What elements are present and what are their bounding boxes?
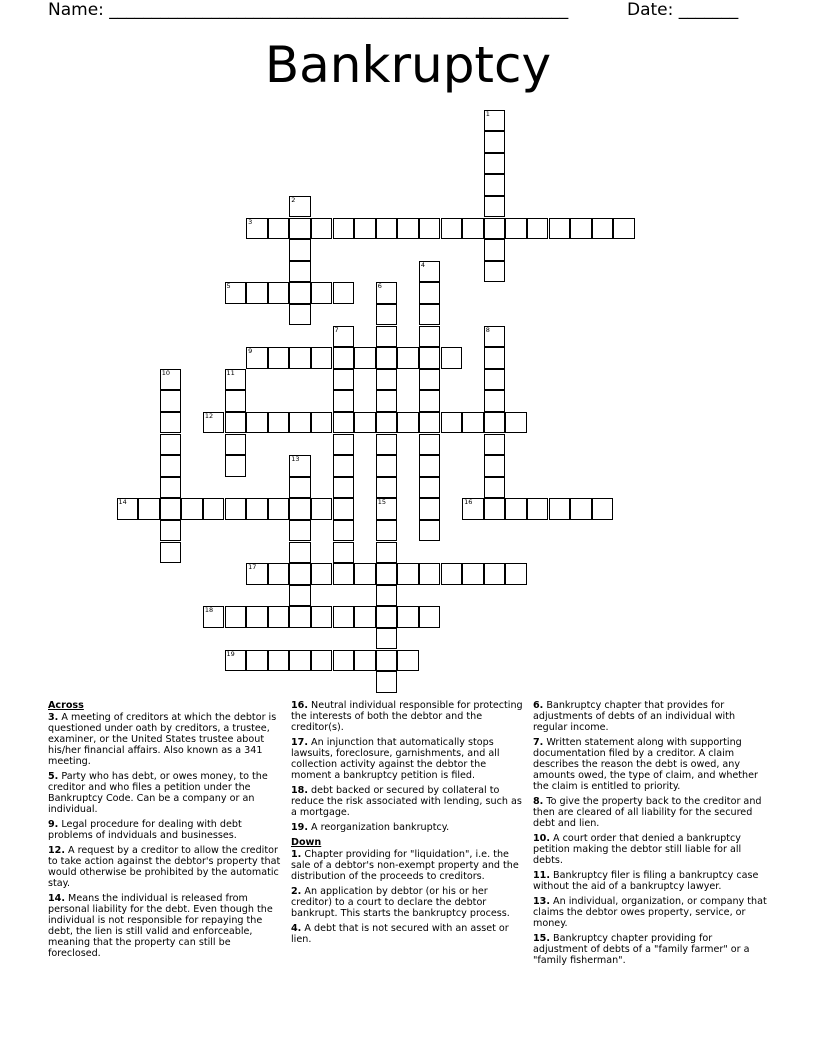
grid-cell[interactable] bbox=[311, 606, 333, 628]
clue-text: A court order that denied a bankruptcy petition making the debtor still liable for all debts. bbox=[533, 833, 742, 866]
grid-cell[interactable] bbox=[289, 520, 311, 542]
grid-cell[interactable] bbox=[160, 390, 182, 412]
grid-cell[interactable] bbox=[484, 563, 506, 585]
grid-cell[interactable] bbox=[376, 606, 398, 628]
grid-cell[interactable] bbox=[289, 477, 311, 499]
grid-cell[interactable] bbox=[462, 218, 484, 240]
clue-text: Means the individual is released from personal liability for the debt. Even though the individual is not responsible for repaying the debt, the lien is still valid and enforceable, meaning that the property can still be foreclosed. bbox=[48, 893, 273, 959]
clue-number-label: 7. bbox=[533, 737, 544, 748]
clue-number: 1 bbox=[485, 109, 490, 118]
grid-cell[interactable] bbox=[203, 606, 225, 628]
clue-number: 17 bbox=[248, 563, 257, 572]
grid-cell[interactable] bbox=[484, 218, 506, 240]
grid-cell[interactable] bbox=[484, 477, 506, 499]
grid-cell[interactable] bbox=[289, 563, 311, 585]
grid-cell[interactable] bbox=[376, 477, 398, 499]
grid-cell[interactable] bbox=[268, 606, 290, 628]
grid-cell[interactable] bbox=[225, 390, 247, 412]
across-clue-list-continued bbox=[291, 700, 525, 833]
grid-cell[interactable] bbox=[289, 606, 311, 628]
grid-cell[interactable] bbox=[289, 347, 311, 369]
grid-cell[interactable] bbox=[289, 412, 311, 434]
grid-cell[interactable] bbox=[289, 585, 311, 607]
grid-cell[interactable] bbox=[419, 347, 441, 369]
grid-cell[interactable] bbox=[376, 434, 398, 456]
grid-cell[interactable] bbox=[505, 218, 527, 240]
clue-number: 18 bbox=[204, 606, 214, 615]
clues-column-1 bbox=[48, 700, 282, 963]
grid-cell[interactable] bbox=[246, 650, 268, 672]
clue-text: debt backed or secured by collateral to reduce the risk associated with lending, such as a mortgage. bbox=[291, 785, 522, 818]
clue-number-label: 11. bbox=[533, 870, 550, 881]
grid-cell[interactable] bbox=[333, 412, 355, 434]
grid-cell[interactable] bbox=[268, 563, 290, 585]
grid-cell[interactable] bbox=[419, 477, 441, 499]
clue-item bbox=[48, 819, 282, 841]
grid-cell[interactable] bbox=[397, 218, 419, 240]
across-heading: Across bbox=[48, 700, 84, 711]
grid-cell[interactable] bbox=[246, 563, 268, 585]
clue-number: 2 bbox=[291, 195, 296, 204]
grid-cell[interactable] bbox=[376, 369, 398, 391]
clue-number: 15 bbox=[377, 498, 386, 507]
grid-cell[interactable] bbox=[333, 498, 355, 520]
clues-column-2 bbox=[291, 700, 525, 949]
grid-cell[interactable] bbox=[333, 542, 355, 564]
clue-number-label: 15. bbox=[533, 933, 550, 944]
clue-text: A reorganization bankruptcy. bbox=[308, 822, 450, 833]
clue-text: A meeting of creditors at which the debtor is questioned under oath by creditors, a trustee, examiner, or the United States trustee about his/her financial affairs. Also known as a 341 meeting. bbox=[48, 712, 277, 767]
clue-item bbox=[291, 849, 525, 882]
grid-cell[interactable] bbox=[333, 390, 355, 412]
grid-cell[interactable] bbox=[311, 218, 333, 240]
grid-cell[interactable] bbox=[419, 369, 441, 391]
grid-cell[interactable] bbox=[419, 563, 441, 585]
grid-cell[interactable] bbox=[289, 498, 311, 520]
grid-cell[interactable] bbox=[268, 282, 290, 304]
clue-number: 14 bbox=[118, 498, 127, 507]
grid-cell[interactable] bbox=[376, 347, 398, 369]
clue-number: 12 bbox=[204, 411, 214, 420]
grid-cell[interactable] bbox=[203, 412, 225, 434]
grid-cell[interactable] bbox=[333, 650, 355, 672]
grid-cell[interactable] bbox=[570, 218, 592, 240]
grid-cell[interactable] bbox=[441, 347, 463, 369]
grid-cell[interactable] bbox=[289, 196, 311, 218]
name-field-label: Name: ______________________________________________________ bbox=[48, 0, 569, 20]
clue-text: Written statement along with supporting documentation filed by a creditor. A claim describes the reason the debt is owed, any amounts owed, the type of claim, and whether the claim is entitled to priority. bbox=[533, 737, 758, 792]
grid-cell[interactable] bbox=[268, 347, 290, 369]
grid-cell[interactable] bbox=[570, 498, 592, 520]
clue-text: To give the property back to the creditor and then are cleared of all liability for the secured debt and lien. bbox=[533, 796, 762, 829]
grid-cell[interactable] bbox=[354, 650, 376, 672]
grid-cell[interactable] bbox=[549, 498, 571, 520]
clue-number-label: 17. bbox=[291, 737, 308, 748]
grid-cell[interactable] bbox=[484, 153, 506, 175]
grid-cell[interactable] bbox=[354, 606, 376, 628]
clue-number-label: 13. bbox=[533, 896, 550, 907]
clue-item bbox=[533, 933, 769, 966]
grid-cell[interactable] bbox=[225, 498, 247, 520]
grid-cell[interactable] bbox=[376, 671, 398, 693]
clue-number-label: 9. bbox=[48, 819, 59, 830]
grid-cell[interactable] bbox=[592, 498, 614, 520]
grid-cell[interactable] bbox=[354, 218, 376, 240]
grid-cell[interactable] bbox=[484, 196, 506, 218]
down-heading: Down bbox=[291, 837, 322, 848]
grid-cell[interactable] bbox=[484, 261, 506, 283]
grid-cell[interactable] bbox=[376, 390, 398, 412]
grid-cell[interactable] bbox=[376, 282, 398, 304]
grid-cell[interactable] bbox=[246, 282, 268, 304]
clue-item bbox=[291, 737, 525, 781]
clue-number-label: 3. bbox=[48, 712, 59, 723]
grid-cell[interactable] bbox=[311, 412, 333, 434]
grid-cell[interactable] bbox=[505, 412, 527, 434]
clue-number-label: 1. bbox=[291, 849, 302, 860]
clue-text: Chapter providing for "liquidation", i.e. the sale of a debtor's non-exempt property and the distribution of the proceeds to creditors. bbox=[291, 849, 519, 882]
grid-cell[interactable] bbox=[333, 563, 355, 585]
grid-cell[interactable] bbox=[419, 282, 441, 304]
grid-cell[interactable] bbox=[419, 520, 441, 542]
grid-cell[interactable] bbox=[484, 412, 506, 434]
grid-cell[interactable] bbox=[138, 498, 160, 520]
grid-cell[interactable] bbox=[181, 498, 203, 520]
grid-cell[interactable] bbox=[419, 390, 441, 412]
clue-text: Neutral individual responsible for protecting the interests of both the debtor and the creditor(s). bbox=[291, 700, 523, 733]
grid-cell[interactable] bbox=[484, 390, 506, 412]
grid-cell[interactable] bbox=[484, 347, 506, 369]
grid-cell[interactable] bbox=[333, 326, 355, 348]
grid-cell[interactable] bbox=[225, 606, 247, 628]
grid-cell[interactable] bbox=[397, 606, 419, 628]
grid-cell[interactable] bbox=[376, 455, 398, 477]
grid-cell[interactable] bbox=[376, 628, 398, 650]
clue-item bbox=[48, 845, 282, 889]
grid-cell[interactable] bbox=[289, 455, 311, 477]
grid-cell[interactable] bbox=[397, 563, 419, 585]
grid-cell[interactable] bbox=[160, 455, 182, 477]
down-clue-list-continued bbox=[533, 700, 769, 966]
grid-cell[interactable] bbox=[419, 498, 441, 520]
grid-cell[interactable] bbox=[484, 174, 506, 196]
grid-cell[interactable] bbox=[246, 606, 268, 628]
clue-item bbox=[291, 923, 525, 945]
clue-number: 13 bbox=[291, 455, 300, 464]
grid-cell[interactable] bbox=[225, 369, 247, 391]
grid-cell[interactable] bbox=[160, 412, 182, 434]
grid-cell[interactable] bbox=[484, 110, 506, 132]
clue-item bbox=[291, 785, 525, 818]
grid-cell[interactable] bbox=[160, 498, 182, 520]
grid-cell[interactable] bbox=[419, 606, 441, 628]
grid-cell[interactable] bbox=[376, 650, 398, 672]
grid-cell[interactable] bbox=[397, 347, 419, 369]
grid-cell[interactable] bbox=[289, 218, 311, 240]
grid-cell[interactable] bbox=[333, 369, 355, 391]
clue-text: Party who has debt, or owes money, to the creditor and who files a petition under the Bankruptcy Code. Can be a company or an individual. bbox=[48, 771, 268, 815]
clue-text: A request by a creditor to allow the creditor to take action against the debtor's property that would otherwise be prohibited by the automatic stay. bbox=[48, 845, 281, 889]
grid-cell[interactable] bbox=[268, 218, 290, 240]
clue-number: 5 bbox=[226, 282, 231, 291]
grid-cell[interactable] bbox=[376, 520, 398, 542]
clue-text: Bankruptcy chapter that provides for adjustments of debts of an individual with regular income. bbox=[533, 700, 736, 733]
clue-item bbox=[48, 712, 282, 767]
grid-cell[interactable] bbox=[419, 412, 441, 434]
grid-cell[interactable] bbox=[311, 282, 333, 304]
grid-cell[interactable] bbox=[462, 563, 484, 585]
grid-cell[interactable] bbox=[268, 498, 290, 520]
grid-cell[interactable] bbox=[376, 304, 398, 326]
across-clue-list bbox=[48, 712, 282, 959]
grid-cell[interactable] bbox=[505, 498, 527, 520]
grid-cell[interactable] bbox=[225, 455, 247, 477]
grid-cell[interactable] bbox=[289, 542, 311, 564]
grid-cell[interactable] bbox=[311, 347, 333, 369]
grid-cell[interactable] bbox=[419, 434, 441, 456]
grid-cell[interactable] bbox=[376, 498, 398, 520]
grid-cell[interactable] bbox=[419, 218, 441, 240]
clue-number-label: 5. bbox=[48, 771, 59, 782]
grid-cell[interactable] bbox=[160, 369, 182, 391]
grid-cell[interactable] bbox=[160, 542, 182, 564]
grid-cell[interactable] bbox=[484, 131, 506, 153]
clue-item bbox=[533, 833, 769, 866]
grid-cell[interactable] bbox=[592, 218, 614, 240]
grid-cell[interactable] bbox=[527, 218, 549, 240]
clue-item bbox=[48, 771, 282, 815]
grid-cell[interactable] bbox=[376, 412, 398, 434]
grid-cell[interactable] bbox=[333, 282, 355, 304]
clue-text: A debt that is not secured with an asset or lien. bbox=[291, 923, 509, 945]
grid-cell[interactable] bbox=[311, 650, 333, 672]
grid-cell[interactable] bbox=[419, 304, 441, 326]
grid-cell[interactable] bbox=[289, 282, 311, 304]
clue-item bbox=[48, 893, 282, 959]
grid-cell[interactable] bbox=[484, 455, 506, 477]
clue-item bbox=[533, 896, 769, 929]
clue-number-label: 8. bbox=[533, 796, 544, 807]
clue-number: 16 bbox=[464, 498, 473, 507]
page-title: Bankruptcy bbox=[264, 36, 552, 94]
grid-cell[interactable] bbox=[484, 434, 506, 456]
grid-cell[interactable] bbox=[268, 412, 290, 434]
grid-cell[interactable] bbox=[397, 650, 419, 672]
grid-cell[interactable] bbox=[549, 218, 571, 240]
grid-cell[interactable] bbox=[289, 650, 311, 672]
grid-cell[interactable] bbox=[160, 434, 182, 456]
clue-text: An injunction that automatically stops lawsuits, foreclosure, garnishments, and all collection activity against the debtor the moment a bankruptcy petition is filed. bbox=[291, 737, 500, 781]
grid-cell[interactable] bbox=[484, 326, 506, 348]
grid-cell[interactable] bbox=[441, 563, 463, 585]
clue-number-label: 12. bbox=[48, 845, 65, 856]
grid-cell[interactable] bbox=[527, 498, 549, 520]
grid-cell[interactable] bbox=[225, 412, 247, 434]
grid-cell[interactable] bbox=[160, 477, 182, 499]
grid-cell[interactable] bbox=[289, 239, 311, 261]
clue-number-label: 19. bbox=[291, 822, 308, 833]
clue-number: 3 bbox=[248, 217, 253, 226]
clue-number-label: 2. bbox=[291, 886, 302, 897]
grid-cell[interactable] bbox=[376, 218, 398, 240]
grid-cell[interactable] bbox=[613, 218, 635, 240]
grid-cell[interactable] bbox=[419, 261, 441, 283]
grid-cell[interactable] bbox=[484, 239, 506, 261]
clue-text: An individual, organization, or company that claims the debtor owes property, service, or money. bbox=[533, 896, 767, 929]
grid-cell[interactable] bbox=[397, 412, 419, 434]
grid-cell[interactable] bbox=[419, 326, 441, 348]
clue-number-label: 6. bbox=[533, 700, 544, 711]
clue-number-label: 4. bbox=[291, 923, 302, 934]
grid-cell[interactable] bbox=[225, 434, 247, 456]
grid-cell[interactable] bbox=[462, 412, 484, 434]
grid-cell[interactable] bbox=[333, 606, 355, 628]
grid-cell[interactable] bbox=[376, 563, 398, 585]
grid-cell[interactable] bbox=[333, 434, 355, 456]
clue-number: 7 bbox=[334, 325, 339, 334]
grid-cell[interactable] bbox=[246, 498, 268, 520]
grid-cell[interactable] bbox=[505, 563, 527, 585]
clue-number: 10 bbox=[161, 368, 170, 377]
grid-cell[interactable] bbox=[441, 218, 463, 240]
grid-cell[interactable] bbox=[160, 520, 182, 542]
clue-text: Legal procedure for dealing with debt problems of indviduals and businesses. bbox=[48, 819, 242, 841]
clue-text: An application by debtor (or his or her creditor) to a court to declare the debtor bankrupt. This starts the bankruptcy process. bbox=[291, 886, 510, 919]
grid-cell[interactable] bbox=[268, 650, 290, 672]
date-field-label: Date: _______ bbox=[627, 0, 739, 20]
grid-cell[interactable] bbox=[354, 563, 376, 585]
clues-column-3 bbox=[533, 700, 769, 970]
grid-cell[interactable] bbox=[203, 498, 225, 520]
clue-number-label: 14. bbox=[48, 893, 65, 904]
grid-cell[interactable] bbox=[376, 542, 398, 564]
grid-cell[interactable] bbox=[246, 218, 268, 240]
clue-number: 19 bbox=[226, 649, 235, 658]
clue-item bbox=[291, 886, 525, 919]
clue-number-label: 18. bbox=[291, 785, 308, 796]
grid-cell[interactable] bbox=[462, 498, 484, 520]
grid-cell[interactable] bbox=[484, 498, 506, 520]
clue-text: Bankruptcy chapter providing for adjustment of debts of a "family farmer" or a "family fisherman". bbox=[533, 933, 750, 966]
clue-number: 8 bbox=[485, 325, 490, 334]
clue-text: Bankruptcy filer is filing a bankruptcy case without the aid of a bankruptcy lawyer. bbox=[533, 870, 759, 892]
clue-number: 11 bbox=[226, 368, 235, 377]
clue-item bbox=[533, 796, 769, 829]
clue-number: 6 bbox=[377, 282, 382, 291]
grid-cell[interactable] bbox=[311, 563, 333, 585]
clue-number-label: 10. bbox=[533, 833, 550, 844]
clue-number: 9 bbox=[248, 347, 253, 356]
grid-cell[interactable] bbox=[289, 261, 311, 283]
clue-item bbox=[291, 700, 525, 733]
grid-cell[interactable] bbox=[289, 304, 311, 326]
grid-cell[interactable] bbox=[484, 369, 506, 391]
clue-number: 4 bbox=[420, 260, 426, 269]
clue-number-label: 16. bbox=[291, 700, 308, 711]
grid-cell[interactable] bbox=[333, 347, 355, 369]
grid-cell[interactable] bbox=[225, 650, 247, 672]
grid-cell[interactable] bbox=[225, 282, 247, 304]
grid-cell[interactable] bbox=[419, 455, 441, 477]
grid-cell[interactable] bbox=[333, 477, 355, 499]
clue-item bbox=[533, 737, 769, 792]
grid-cell[interactable] bbox=[117, 498, 139, 520]
grid-cell[interactable] bbox=[376, 326, 398, 348]
grid-cell[interactable] bbox=[311, 498, 333, 520]
grid-cell[interactable] bbox=[246, 347, 268, 369]
grid-cell[interactable] bbox=[441, 412, 463, 434]
clue-item bbox=[533, 870, 769, 892]
grid-cell[interactable] bbox=[333, 455, 355, 477]
grid-cell[interactable] bbox=[354, 412, 376, 434]
clue-item bbox=[291, 822, 525, 833]
grid-cell[interactable] bbox=[246, 412, 268, 434]
down-clue-list bbox=[291, 849, 525, 945]
clue-item bbox=[533, 700, 769, 733]
grid-cell[interactable] bbox=[354, 347, 376, 369]
grid-cell[interactable] bbox=[376, 585, 398, 607]
grid-cell[interactable] bbox=[333, 520, 355, 542]
grid-cell[interactable] bbox=[333, 218, 355, 240]
